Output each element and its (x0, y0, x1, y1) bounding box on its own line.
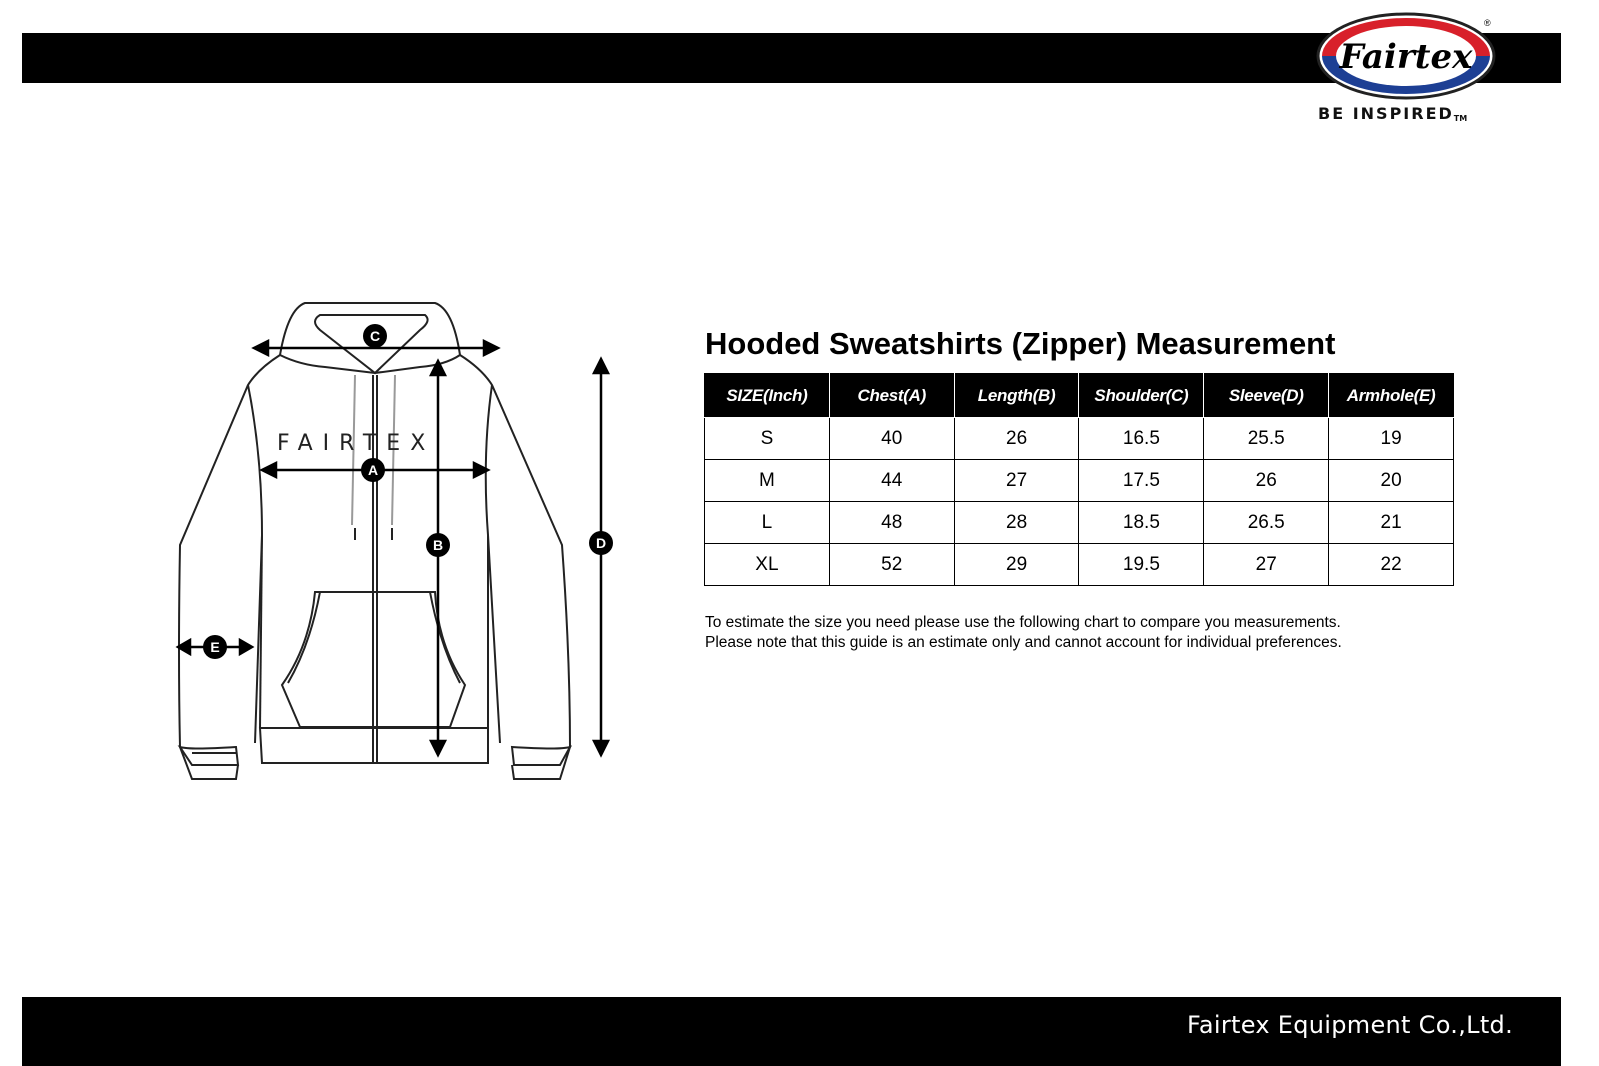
table-row (705, 544, 1454, 586)
column-header: Sleeve(D) (1204, 374, 1329, 418)
table-cell: 52 (829, 544, 954, 586)
column-header: Shoulder(C) (1079, 374, 1204, 418)
table-cell: L (705, 502, 830, 544)
column-header: Armhole(E) (1329, 374, 1454, 418)
table-cell: 21 (1329, 502, 1454, 544)
note-line-2: Please note that this guide is an estimate only and cannot account for individual preferences. (705, 634, 1342, 651)
table-cell: 28 (954, 502, 1079, 544)
table-cell: S (705, 418, 830, 460)
marker-c: C (369, 328, 381, 344)
table-cell: 26 (1204, 460, 1329, 502)
table-cell: 16.5 (1079, 418, 1204, 460)
measurement-markers (203, 324, 613, 659)
chest-print-text: FAIRTEX (277, 431, 436, 456)
table-row (705, 502, 1454, 544)
marker-a: A (367, 462, 379, 478)
table-cell: 44 (829, 460, 954, 502)
table-cell: 26 (954, 418, 1079, 460)
table-cell: 26.5 (1204, 502, 1329, 544)
column-header: Chest(A) (829, 374, 954, 418)
svg-text:Fairtex: Fairtex (1339, 37, 1473, 77)
table-cell: 27 (954, 460, 1079, 502)
registered-mark: ® (1484, 18, 1491, 28)
fairtex-logo-emblem (1310, 10, 1510, 102)
table-cell: M (705, 460, 830, 502)
table-cell: XL (705, 544, 830, 586)
marker-e: E (210, 639, 220, 655)
chart-title: Hooded Sweatshirts (Zipper) Measurement (705, 326, 1336, 361)
table-cell: 27 (1204, 544, 1329, 586)
table-cell: 19.5 (1079, 544, 1204, 586)
table-cell: 40 (829, 418, 954, 460)
table-cell: 18.5 (1079, 502, 1204, 544)
hoodie-illustration (170, 295, 630, 790)
tagline-text: BE INSPIRED (1318, 104, 1454, 123)
table-cell: 20 (1329, 460, 1454, 502)
hoodie-diagram (170, 295, 630, 790)
note-line-1: To estimate the size you need please use the following chart to compare you measurements. (705, 614, 1341, 631)
marker-d: D (595, 535, 607, 551)
size-guide-note (705, 613, 1342, 653)
brand-tagline (1318, 104, 1467, 123)
brand-logo (1310, 10, 1520, 130)
table-row (705, 460, 1454, 502)
table-cell: 25.5 (1204, 418, 1329, 460)
size-chart-table (704, 373, 1454, 586)
marker-b: B (432, 537, 444, 553)
table-cell: 48 (829, 502, 954, 544)
table-cell: 17.5 (1079, 460, 1204, 502)
company-name: Fairtex Equipment Co.,Ltd. (1186, 1011, 1513, 1039)
table-cell: 29 (954, 544, 1079, 586)
table-row (705, 418, 1454, 460)
footer-bar (22, 997, 1561, 1066)
column-header: Length(B) (954, 374, 1079, 418)
column-header: SIZE(Inch) (705, 374, 830, 418)
table-cell: 22 (1329, 544, 1454, 586)
table-cell: 19 (1329, 418, 1454, 460)
table-header-row (705, 374, 1454, 418)
trademark-mark: TM (1453, 114, 1468, 123)
